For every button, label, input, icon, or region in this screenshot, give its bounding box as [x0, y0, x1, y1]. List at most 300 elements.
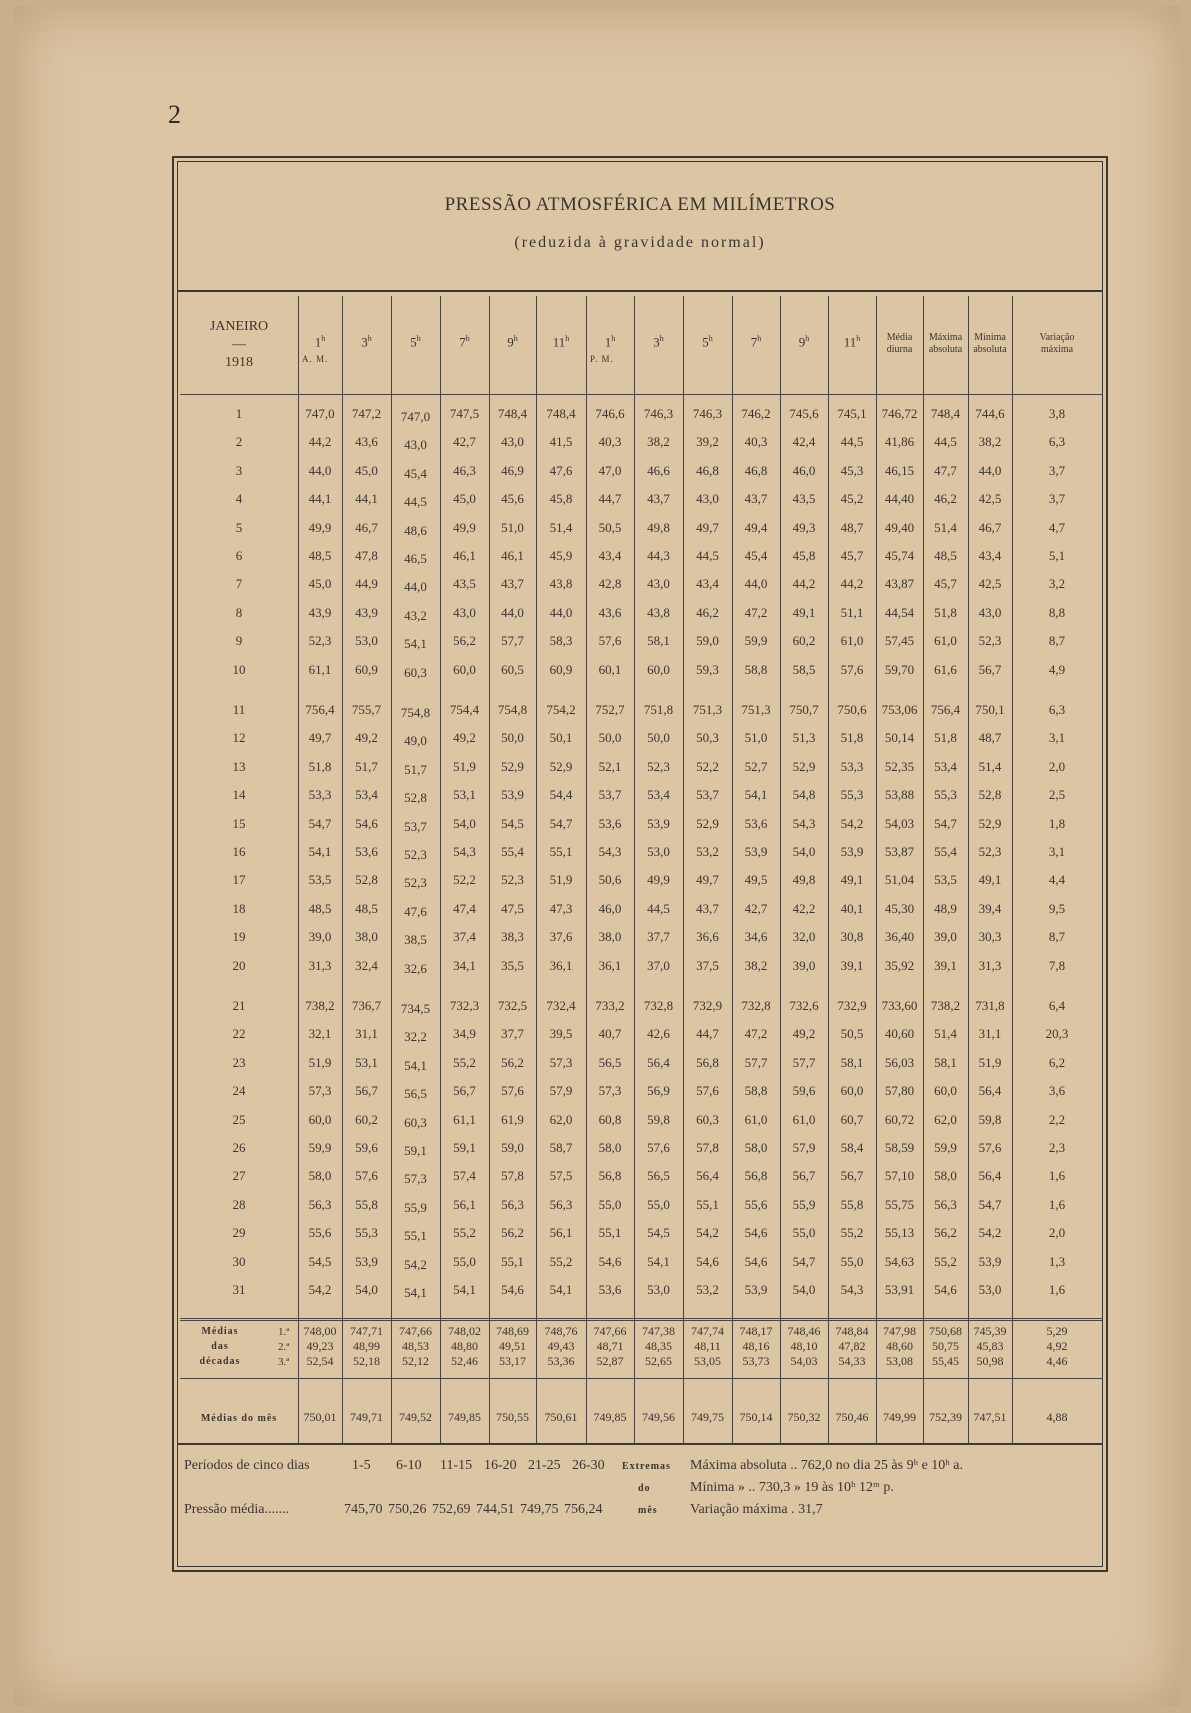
day-label: 19 — [232, 929, 246, 945]
table-cell: 61,1 — [308, 661, 332, 677]
table-cell: 53,5 — [934, 872, 957, 888]
table-cell: 55,1 — [696, 1196, 719, 1212]
period-pressure: 745,70 — [344, 1502, 383, 1517]
table-cell: 50,14 — [884, 730, 915, 746]
day-label: 27 — [232, 1168, 246, 1184]
table-cell: 46,2 — [696, 604, 719, 620]
table-cell: 58,8 — [744, 1083, 768, 1099]
table-cell: 53,9 — [744, 844, 768, 859]
table-cell: 34,6 — [744, 929, 768, 945]
table-cell: 54,1 — [404, 1057, 427, 1073]
table-cell: 43,8 — [647, 604, 670, 620]
table-cell: 59,8 — [978, 1111, 1002, 1127]
table-cell: 55,0 — [792, 1225, 816, 1241]
table-cell: 51,9 — [308, 1054, 332, 1070]
day-label: 10 — [232, 661, 246, 677]
table-cell: 746,2 — [741, 406, 771, 421]
table-cell: 3,6 — [1048, 1083, 1066, 1099]
table-cell: 54,5 — [647, 1225, 670, 1241]
table-cell: 746,6 — [595, 406, 625, 421]
table-cell: 53,3 — [840, 758, 864, 774]
day-label: 1 — [235, 406, 243, 421]
table-cell: 55,0 — [598, 1196, 622, 1212]
period-label: A. M. — [302, 354, 329, 365]
table-cell: 44,7 — [696, 1026, 719, 1042]
table-cell: 51,8 — [840, 730, 864, 746]
table-cell: 46,7 — [978, 519, 1002, 535]
table-cell: 44,0 — [501, 604, 524, 620]
day-label: 5 — [235, 519, 243, 535]
table-cell: 58,0 — [744, 1140, 768, 1155]
table-cell: 43,2 — [404, 607, 427, 623]
table-cell: 61,9 — [501, 1111, 524, 1127]
table-cell: 54,7 — [308, 815, 332, 831]
table-cell: 747,2 — [351, 406, 382, 421]
table-cell: 37,0 — [647, 957, 670, 973]
table-cell: 55,8 — [840, 1196, 864, 1212]
table-cell: 34,9 — [453, 1026, 476, 1042]
table-cell: 45,2 — [840, 491, 864, 507]
day-label: 21 — [232, 998, 246, 1013]
decade-means-label: décadas — [199, 1356, 241, 1367]
table-cell: 52,1 — [598, 758, 622, 774]
decade-mean-cell: 49,23 — [306, 1339, 334, 1353]
hour-label: 9$^h$ — [798, 334, 810, 350]
table-cell: 54,0 — [792, 1282, 816, 1297]
table-cell: 54,1 — [549, 1282, 573, 1297]
table-cell: 48,5 — [308, 900, 332, 916]
table-cell: 47,4 — [453, 900, 476, 916]
table-cell: 42,5 — [978, 491, 1002, 507]
decade-mean-cell: 45,83 — [976, 1339, 1004, 1353]
table-cell: 56,3 — [501, 1196, 524, 1212]
table-cell: 54,4 — [549, 787, 573, 803]
table-cell: 54,2 — [840, 815, 864, 831]
decade-mean-cell: 747,66 — [399, 1324, 432, 1338]
table-cell: 52,9 — [549, 758, 573, 774]
table-cell: 51,4 — [934, 1026, 957, 1042]
table-cell: 52,2 — [696, 758, 719, 774]
month-dash: — — [232, 337, 246, 352]
table-cell: 54,1 — [404, 1285, 427, 1300]
table-cell: 3,1 — [1048, 730, 1066, 746]
table-cell: 8,7 — [1048, 633, 1066, 649]
table-cell: 3,2 — [1048, 576, 1066, 592]
decade-mean-cell: 745,39 — [973, 1324, 1007, 1338]
table-cell: 60,0 — [647, 661, 670, 677]
decade-mean-cell: 53,36 — [547, 1354, 575, 1368]
table-cell: 43,0 — [696, 491, 719, 507]
table-cell: 43,6 — [598, 604, 622, 620]
table-cell: 54,03 — [884, 815, 915, 831]
means-rule — [180, 1318, 1102, 1319]
decade-mean-cell: 5,29 — [1046, 1324, 1068, 1338]
table-cell: 54,8 — [792, 787, 816, 803]
table-cell: 48,5 — [934, 548, 957, 563]
table-cell: 2,0 — [1048, 1225, 1066, 1241]
decade-mean-cell: 748,00 — [303, 1324, 337, 1338]
table-cell: 44,5 — [934, 434, 957, 450]
table-cell: 54,7 — [792, 1253, 816, 1269]
table-cell: 49,4 — [744, 519, 768, 535]
table-cell: 52,9 — [696, 815, 719, 831]
table-cell: 52,8 — [355, 872, 378, 888]
table-cell: 61,0 — [792, 1111, 816, 1127]
decade-mean-cell: 4,92 — [1046, 1339, 1068, 1353]
table-cell: 55,9 — [792, 1196, 816, 1212]
table-cell: 733,2 — [595, 998, 625, 1013]
decade-means-label: das — [211, 1341, 229, 1352]
month-mean-cell: 749,56 — [642, 1410, 675, 1424]
table-cell: 56,4 — [647, 1054, 670, 1070]
table-cell: 58,8 — [744, 661, 768, 677]
table-cell: 751,3 — [741, 702, 771, 717]
table-cell: 54,2 — [308, 1282, 332, 1297]
table-cell: 51,0 — [501, 519, 524, 535]
table-cell: 2,5 — [1048, 787, 1066, 803]
table-cell: 56,5 — [647, 1168, 670, 1184]
month-mean-cell: 749,85 — [593, 1410, 627, 1424]
table-cell: 61,0 — [934, 633, 957, 649]
table-cell: 4,9 — [1048, 661, 1066, 677]
stat-header-1: Média diurna — [886, 332, 913, 355]
table-cell: 52,2 — [453, 872, 476, 888]
day-label: 28 — [232, 1196, 246, 1212]
day-label: 30 — [232, 1253, 246, 1269]
table-cell: 753,06 — [881, 702, 918, 717]
table-cell: 45,7 — [934, 576, 957, 592]
table-cell: 49,9 — [647, 872, 670, 888]
table-cell: 30,3 — [978, 929, 1002, 945]
table-cell: 56,4 — [978, 1168, 1002, 1184]
table-cell: 745,1 — [837, 406, 867, 421]
table-cell: 54,3 — [598, 844, 622, 859]
column-header-1 — [298, 334, 342, 364]
table-cell: 732,4 — [546, 998, 576, 1013]
table-cell: 46,1 — [453, 548, 476, 563]
table-cell: 40,7 — [598, 1026, 622, 1042]
table-cell: 58,0 — [308, 1168, 332, 1184]
table-cell: 58,7 — [549, 1140, 573, 1155]
table-cell: 60,3 — [404, 664, 427, 680]
table-cell: 53,0 — [355, 633, 378, 649]
month-label: JANEIRO — [209, 319, 269, 334]
period-range: 1-5 — [352, 1458, 371, 1473]
table-cell: 51,7 — [355, 758, 378, 774]
decade-ordinal: 1.ª — [278, 1326, 290, 1338]
table-cell: 47,5 — [501, 900, 524, 916]
table-cell: 52,3 — [978, 633, 1002, 649]
table-cell: 43,0 — [404, 437, 427, 453]
table-cell: 4,4 — [1048, 872, 1066, 888]
table-cell: 48,5 — [308, 548, 332, 563]
table-cell: 60,72 — [884, 1111, 915, 1127]
table-cell: 54,6 — [934, 1282, 957, 1297]
table-cell: 738,2 — [305, 998, 335, 1013]
table-cell: 60,0 — [934, 1083, 957, 1099]
table-cell: 45,3 — [840, 462, 864, 478]
day-label: 8 — [235, 604, 243, 620]
table-cell: 39,1 — [840, 957, 864, 973]
period-range: 6-10 — [396, 1458, 422, 1473]
table-cell: 45,0 — [453, 491, 476, 507]
table-cell: 52,3 — [647, 758, 670, 774]
table-cell: 59,3 — [696, 661, 719, 677]
table-cell: 44,0 — [308, 462, 332, 478]
table-cell: 59,1 — [453, 1140, 476, 1155]
table-cell: 47,2 — [744, 1026, 768, 1042]
table-cell: 52,3 — [404, 847, 427, 862]
table-cell: 53,9 — [978, 1253, 1002, 1269]
footer-divider — [178, 1443, 1102, 1445]
table-cell: 45,7 — [840, 548, 864, 563]
table-cell: 56,7 — [792, 1168, 816, 1184]
table-cell: 60,8 — [598, 1111, 622, 1127]
decade-mean-cell: 748,76 — [544, 1324, 578, 1338]
table-cell: 46,15 — [884, 462, 915, 478]
table-cell: 40,60 — [884, 1026, 915, 1042]
table-cell: 51,8 — [934, 730, 957, 746]
decade-mean-cell: 50,98 — [976, 1354, 1004, 1368]
table-cell: 56,1 — [549, 1225, 573, 1241]
table-cell: 53,0 — [978, 1282, 1002, 1297]
table-cell: 49,2 — [792, 1026, 816, 1042]
month-mean-cell: 749,99 — [883, 1410, 916, 1424]
table-cell: 48,7 — [978, 730, 1002, 746]
table-cell: 54,1 — [308, 844, 332, 859]
table-cell: 53,1 — [453, 787, 476, 803]
table-cell: 34,1 — [453, 957, 476, 973]
table-cell: 49,8 — [647, 519, 670, 535]
table-cell: 44,0 — [404, 579, 427, 595]
table-cell: 57,6 — [647, 1140, 670, 1155]
table-cell: 748,4 — [546, 406, 576, 421]
table-cell: 52,8 — [978, 787, 1002, 803]
column-header-6 — [536, 334, 586, 350]
table-cell: 49,1 — [792, 604, 816, 620]
table-cell: 54,0 — [792, 844, 816, 859]
table-cell: 57,9 — [792, 1140, 816, 1155]
table-cell: 44,54 — [884, 604, 915, 620]
table-cell: 47,6 — [404, 903, 427, 919]
table-cell: 57,5 — [549, 1168, 573, 1184]
decade-mean-cell: 52,18 — [353, 1354, 380, 1368]
table-cell: 56,8 — [744, 1168, 768, 1184]
table-cell: 58,1 — [840, 1054, 864, 1070]
table-cell: 54,6 — [501, 1282, 524, 1297]
hour-label: 1$^h$ — [314, 334, 326, 350]
table-cell: 55,1 — [404, 1228, 427, 1244]
table-cell: 732,8 — [643, 998, 674, 1013]
table-cell: 49,2 — [453, 730, 476, 746]
day-label: 31 — [232, 1282, 246, 1297]
table-cell: 60,3 — [404, 1114, 427, 1130]
table-cell: 752,7 — [595, 702, 625, 717]
table-cell: 56,5 — [404, 1086, 427, 1102]
table-cell: 54,6 — [598, 1253, 622, 1269]
decade-ordinal: 2.ª — [278, 1341, 290, 1353]
table-cell: 55,2 — [453, 1225, 476, 1241]
table-cell: 42,7 — [453, 434, 476, 450]
table-cell: 1,6 — [1048, 1282, 1066, 1297]
table-cell: 754,2 — [546, 702, 576, 717]
hour-label: 11$^h$ — [552, 334, 570, 350]
table-cell: 48,5 — [355, 900, 378, 916]
table-cell: 44,7 — [598, 491, 622, 507]
table-cell: 731,8 — [975, 998, 1005, 1013]
column-header-8 — [634, 334, 683, 350]
decade-mean-cell: 747,98 — [883, 1324, 916, 1338]
table-cell: 45,30 — [884, 900, 915, 916]
table-cell: 750,1 — [975, 702, 1005, 717]
table-cell: 53,9 — [744, 1282, 768, 1297]
table-cell: 48,6 — [404, 522, 427, 538]
month-mean-cell: 750,55 — [496, 1410, 529, 1424]
table-cell: 60,7 — [840, 1111, 864, 1127]
table-cell: 54,7 — [934, 815, 957, 831]
period-pressure: 756,24 — [564, 1502, 603, 1517]
table-cell: 39,0 — [308, 929, 332, 945]
column-header-2 — [342, 334, 391, 350]
hour-label: 9$^h$ — [507, 334, 518, 350]
table-cell: 53,2 — [696, 844, 719, 859]
day-label: 22 — [232, 1026, 246, 1042]
table-cell: 58,3 — [549, 633, 573, 649]
table-cell: 54,0 — [355, 1282, 378, 1297]
hour-label: 7$^h$ — [750, 334, 762, 350]
table-cell: 748,4 — [930, 406, 961, 421]
table-cell: 733,60 — [881, 998, 918, 1013]
table-cell: 36,1 — [598, 957, 622, 973]
decade-mean-cell: 52,65 — [645, 1354, 672, 1368]
table-cell: 43,0 — [647, 576, 670, 592]
table-cell: 53,6 — [744, 815, 768, 831]
table-cell: 37,7 — [501, 1026, 524, 1042]
day-label: 14 — [232, 787, 246, 803]
decade-mean-cell: 748,46 — [787, 1324, 821, 1338]
means-rule-2 — [180, 1320, 1102, 1321]
decade-mean-cell: 48,10 — [790, 1339, 818, 1353]
table-cell: 48,9 — [934, 900, 957, 916]
day-label: 26 — [232, 1140, 246, 1155]
table-cell: 54,63 — [884, 1253, 915, 1269]
month-means-label: Médias do mês — [200, 1413, 278, 1424]
table-cell: 1,8 — [1048, 815, 1066, 831]
table-cell: 38,2 — [647, 434, 670, 450]
table-cell: 46,3 — [453, 462, 476, 478]
table-cell: 38,2 — [978, 434, 1002, 450]
table-cell: 44,1 — [308, 491, 332, 507]
table-cell: 59,9 — [308, 1140, 332, 1155]
decade-mean-cell: 52,54 — [306, 1354, 334, 1368]
table-cell: 47,0 — [598, 462, 622, 478]
month-rule — [180, 1378, 1102, 1379]
table-cell: 57,45 — [884, 633, 915, 649]
extremes-label: do — [638, 1483, 651, 1494]
table-cell: 38,2 — [744, 957, 768, 973]
table-cell: 50,0 — [501, 730, 524, 746]
table-cell: 754,4 — [449, 702, 480, 717]
table-cell: 53,9 — [501, 787, 524, 803]
table-cell: 747,5 — [449, 406, 480, 421]
table-cell: 8,7 — [1048, 929, 1066, 945]
column-header-4 — [440, 334, 489, 350]
table-cell: 46,9 — [501, 462, 524, 478]
table-cell: 6,4 — [1048, 998, 1066, 1013]
table-cell: 51,8 — [308, 758, 332, 774]
table-cell: 1,6 — [1048, 1168, 1066, 1184]
table-cell: 751,8 — [643, 702, 674, 717]
table-cell: 60,9 — [549, 661, 573, 677]
table-cell: 45,4 — [404, 465, 427, 481]
table-cell: 49,1 — [840, 872, 864, 888]
table-cell: 36,6 — [696, 929, 719, 945]
table-cell: 45,6 — [501, 491, 524, 507]
table-cell: 54,0 — [453, 815, 476, 831]
decade-mean-cell: 53,17 — [499, 1354, 526, 1368]
table-cell: 56,1 — [453, 1196, 476, 1212]
table-cell: 43,9 — [355, 604, 378, 620]
table-cell: 746,3 — [692, 406, 723, 421]
table-cell: 54,3 — [792, 815, 816, 831]
table-cell: 53,0 — [647, 1282, 670, 1297]
decade-means-label: Médias — [201, 1326, 239, 1337]
table-cell: 55,2 — [453, 1054, 476, 1070]
table-cell: 53,9 — [647, 815, 670, 831]
hour-label: 5$^h$ — [702, 334, 713, 350]
table-cell: 57,6 — [840, 661, 864, 677]
table-cell: 747,0 — [305, 406, 335, 421]
table-cell: 738,2 — [930, 998, 961, 1013]
table-cell: 36,40 — [884, 929, 915, 945]
month-mean-cell: 749,71 — [350, 1410, 383, 1424]
table-cell: 49,9 — [308, 519, 332, 535]
table-cell: 756,4 — [305, 702, 335, 717]
table-cell: 62,0 — [549, 1111, 573, 1127]
table-cell: 49,7 — [696, 872, 719, 888]
decade-mean-cell: 748,02 — [448, 1324, 481, 1338]
month-mean-cell: 749,75 — [691, 1410, 724, 1424]
table-cell: 58,4 — [840, 1140, 864, 1155]
table-cell: 31,3 — [978, 957, 1002, 973]
table-cell: 51,9 — [978, 1054, 1002, 1070]
stat-header-4: Variação máxima — [1039, 332, 1075, 355]
table-cell: 56,8 — [598, 1168, 622, 1184]
table-cell: 60,0 — [840, 1083, 864, 1099]
table-cell: 56,8 — [696, 1054, 719, 1070]
table-cell: 43,9 — [308, 604, 332, 620]
table-frame — [172, 156, 1108, 1572]
title-divider — [178, 290, 1102, 292]
table-cell: 54,1 — [647, 1253, 670, 1269]
table-cell: 60,2 — [355, 1111, 378, 1127]
table-cell: 57,6 — [696, 1083, 719, 1099]
table-cell: 52,3 — [501, 872, 524, 888]
period-label: P. M. — [590, 354, 614, 365]
table-cell: 51,7 — [404, 761, 427, 777]
table-cell: 747,0 — [400, 409, 431, 424]
table-cell: 43,0 — [978, 604, 1002, 620]
table-cell: 61,0 — [744, 1111, 768, 1127]
stat-header-2: Máxima absoluta — [928, 332, 963, 355]
day-label: 23 — [232, 1054, 246, 1070]
table-cell: 58,0 — [934, 1168, 957, 1184]
table-cell: 38,0 — [355, 929, 378, 945]
month-mean-cell: 750,46 — [835, 1410, 869, 1424]
table-cell: 1,3 — [1048, 1253, 1066, 1269]
extreme-line: Variação máxima . 31,7 — [690, 1502, 823, 1517]
table-cell: 52,9 — [978, 815, 1002, 831]
